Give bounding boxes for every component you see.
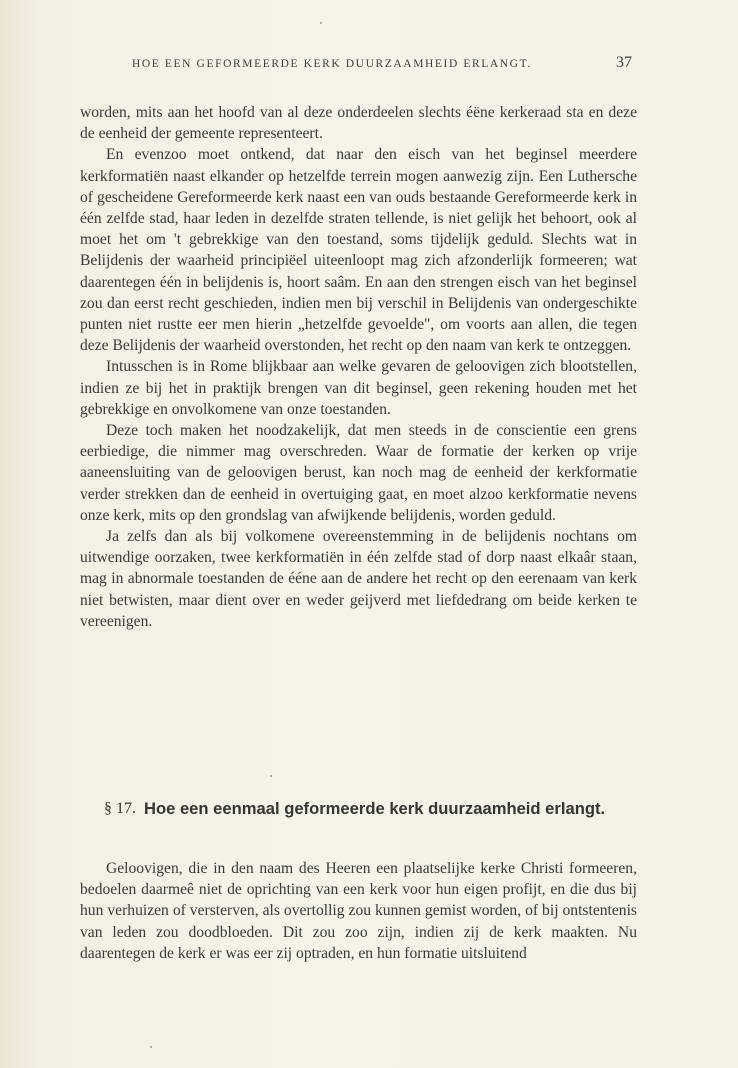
paragraph-continued: worden, mits aan het hoofd van al deze onderdeelen slechts éëne kerkeraad sta en deze de eenheid der gemeente representeert.: [80, 104, 637, 143]
body-text: [80, 102, 637, 632]
paper-speck: [270, 775, 272, 777]
section-number: § 17.: [104, 800, 136, 817]
section-heading: [104, 798, 644, 820]
paragraph: Ja zelfs dan als bij volkomene overeenstemming in de belijdenis nochtans om uitwendige oorzaken, twee kerkformatiën in één zelfde stad of dorp naast elkaâr staan, mag in abnormale toestanden de ééne aan de andere het recht op den eerenaam van kerk niet betwisten, maar dient over en weder geijverd met liefdedrang om beide kerken te vereenigen.: [80, 528, 637, 630]
paragraph: Intusschen is in Rome blijkbaar aan welke gevaren de geloovigen zich blootstellen, indien ze bij het in praktijk brengen van dit beginsel, geen rekening houden met het gebrekkige en onvolkomene van onze toestanden.: [80, 358, 637, 418]
running-title: HOE EEN GEFORMEERDE KERK DUURZAAMHEID ERLANGT.: [132, 58, 532, 70]
paragraph: Geloovigen, die in den naam des Heeren een plaatselijke kerke Christi formeeren, bedoelen daarmeê niet de oprichting van een kerk voor hun eigen profijt, en die dus bij hun verhuizen of versterven, als overtollig zou kunnen gemist worden, of bij ontstentenis van leden zou doodbloeden. Dit zou zoo zijn, indien zij de kerk maakten. Nu daarentegen de kerk er was eer zij optraden, en hun formatie uitsluitend: [80, 860, 637, 962]
paper-speck: [150, 1046, 152, 1048]
paragraph: Deze toch maken het noodzakelijk, dat men steeds in de conscientie een grens eerbiedige, die nimmer mag overschreden. Waar de formatie der kerken op vrije aaneensluiting van de geloovigen berust, kan noch mag de eenheid der kerkformatie verder strekken dan de eenheid in overtuiging gaat, en moet alzoo kerkformatie nevens onze kerk, mits op den grondslag van afwijkende belijdenis, worden geduld.: [80, 422, 637, 524]
section-body: [80, 858, 637, 964]
paper-speck: [320, 22, 322, 24]
page-number: 37: [616, 54, 632, 71]
paragraph: En evenzoo moet ontkend, dat naar den eisch van het beginsel meerdere kerkformatiën naast elkander op hetzelfde terrein mogen aanwezig zijn. Een Luthersche of gescheidene Gereformeerde kerk naast een van ouds bestaande Gereformeerde kerk in één zelfde stad, haar leden in dezelfde straten tellende, is niet gelijk het behoort, ook al moet het om 't gebrekkige van den toestand, soms tijdelijk geduld. Slechts wat in Belijdenis der waarheid principiëel uiteenloopt mag zich afzonderlijk formeeren; wat daarentegen één in belijdenis is, hoort saâm. En aan den strengen eisch van het beginsel zou dan eerst recht geschieden, indien men bij verschil in Belijdenis van ondergeschikte punten niet rustte eer men hierin „hetzelfde gevoelde", om voorts aan allen, die tegen deze Belijdenis der waarheid overstonden, het recht op den naam van kerk te ontzeggen.: [80, 146, 637, 355]
running-head: [100, 56, 660, 76]
section-title: Hoe een eenmaal geformeerde kerk duurzaamheid erlangt.: [144, 799, 606, 818]
